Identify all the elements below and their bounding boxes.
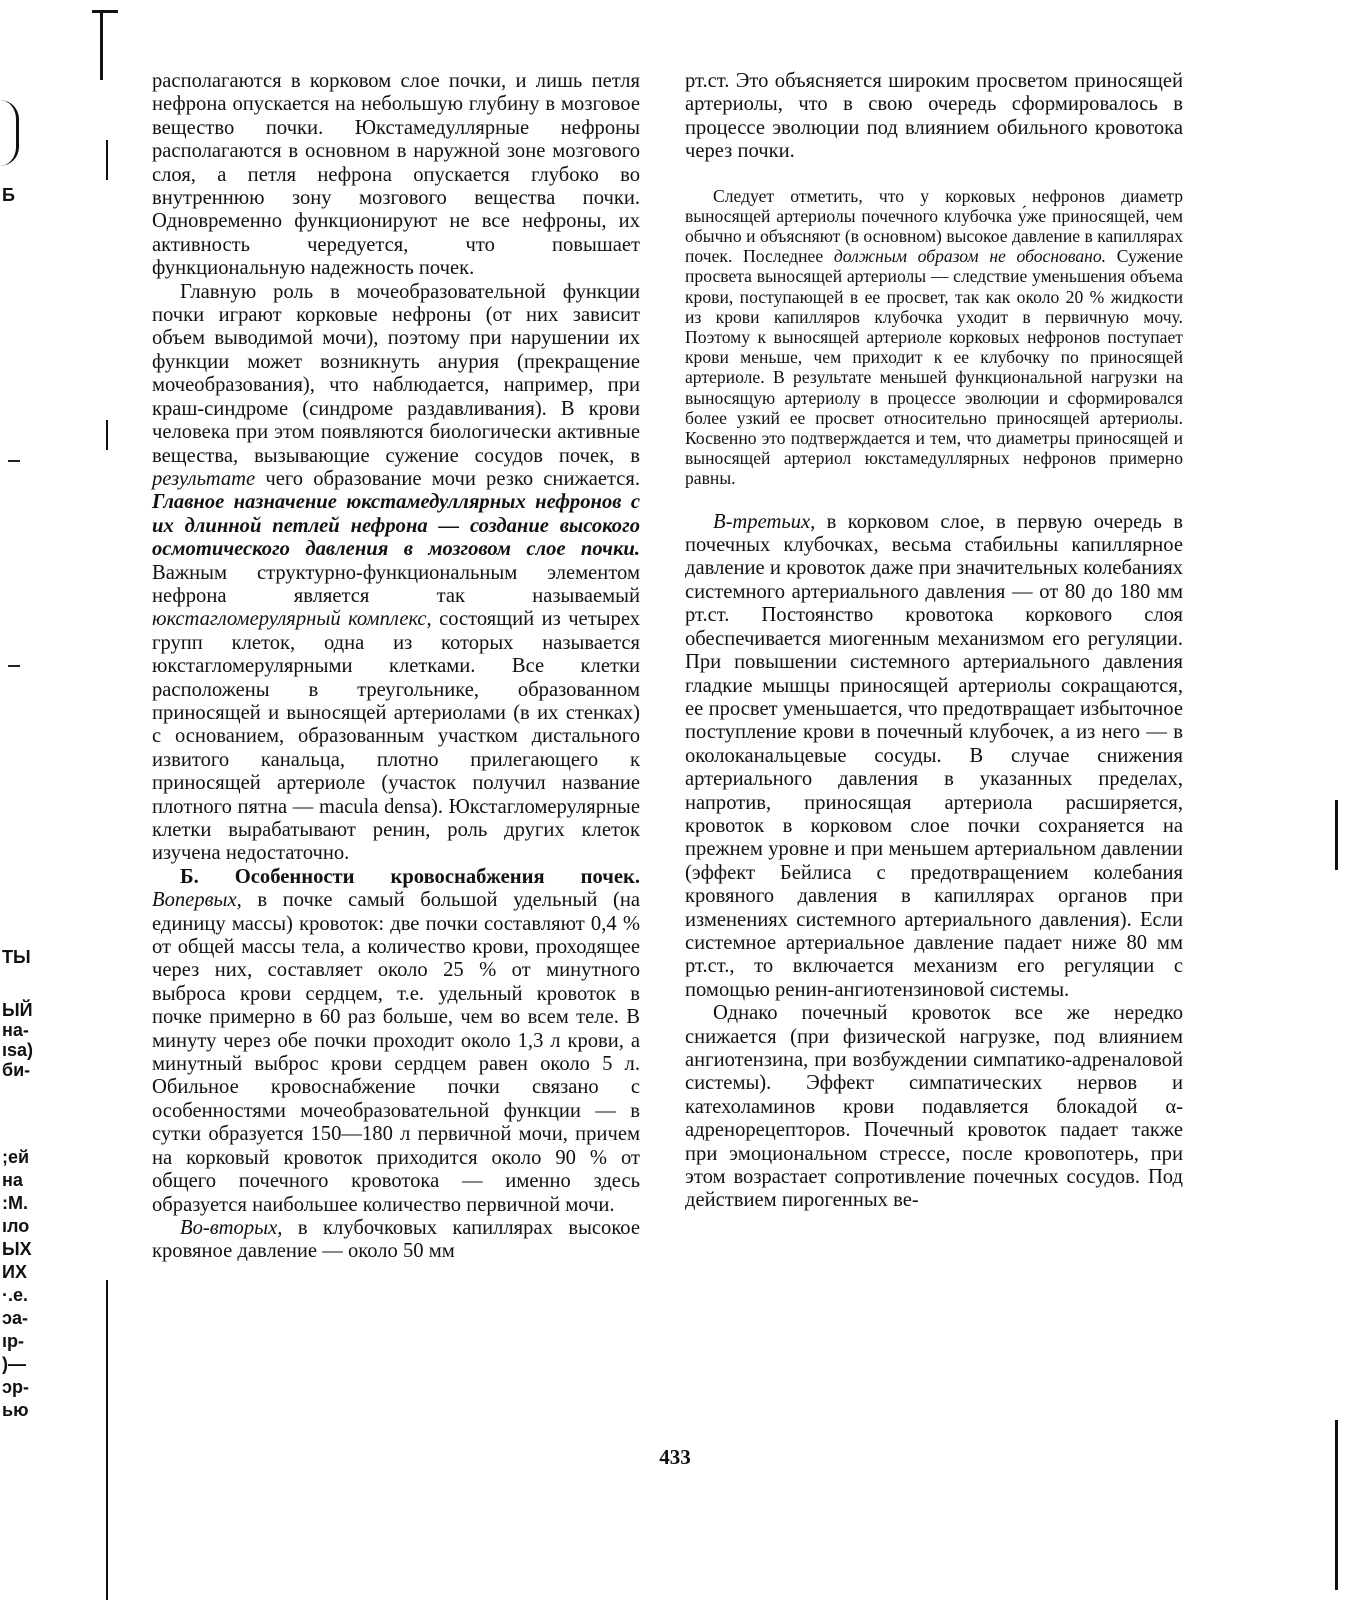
edge-fragment: би- [2,1060,31,1080]
italic-emphasis: В-третьих, [713,510,816,533]
paragraph-text: состоящий из четырех групп клеток, одна из которых называется юкстагломерулярными клетками. Все клетки расположены в треугольнике, образованном приносящей и выносящей артериолами (в их стенках) с основанием, образованным участком дистального извитого канальца, плотно прилегающего к приносящей артериоле (участок получил название плотного пятна — macula densa). Юкстагломерулярные клетки вырабатывают ренин, роль других клеток изучена недостаточно. [152,608,640,865]
paragraph-text: располагаются в корковом слое почки, и лишь петля нефрона опускается на небольшую глубину в мозговое вещество почки. Юкстамедуллярные нефроны располагаются в основном в наружной зоне мозгового слоя, а петля нефрона опускается глубоко во внутреннюю зону мозгового вещества почки. Одновременно функционируют не все нефроны, их активность чередуется, что повышает функциональную надежность почек. [152,70,640,280]
edge-fragment: ЫХ [2,1239,32,1259]
edge-fragment: Б [2,185,15,205]
left-text-column [152,70,640,1264]
edge-fragment: ·.е. [2,1285,29,1305]
edge-fragment: :М. [2,1193,28,1213]
italic-emphasis: результате [152,467,256,490]
edge-fragment: ;ей [2,1147,30,1167]
edge-fragment: ью [2,1400,29,1420]
page-number: 433 [659,1445,691,1469]
paragraph [152,70,640,281]
paragraph-text: в корковом слое, в первую очередь в почечных клубочках, весьма стабильны капиллярное давление и кровоток даже при значительных колебаниях системного артериального давления — от 80 до 180 мм рт.ст. Постоянство кровотока коркового слоя обеспечивается миогенным механизмом его регуляции. При повышении системного артериального давления гладкие мышцы приносящей артериолы сокращаются, ее просвет уменьшается, что предотвращает избыточное поступление крови в почечный клубочек, а из него — в околоканальцевые сосуды. В случае снижения артериального давления в указанных пределах, напротив, приносящая артериола расширяется, кровоток в корковом слое почки сохраняется на прежнем уровне и при меньшем артериальном давлении (эффект Бейлиса с предотвращением колебания кровяного давления в капиллярах органов при изменениях системного артериального давления). Если системное артериальное давление падает ниже 80 мм рт.ст., то включается механизм его регуляции с помощью ренин-ангиотензиновой системы. [685,510,1183,1001]
paragraph-text: в клубочковых капиллярах высокое кровяное давление — около 50 мм [152,1216,640,1263]
italic-emphasis: Вопервых, [152,889,242,912]
paragraph [152,1217,640,1264]
term-emphasis: юкстагломерулярный комплекс, [152,608,432,631]
section-heading: Б. Особенности кровоснабжения почек. [180,865,640,888]
paragraph-text: чего образование мочи резко снижается. [255,467,640,490]
section-paragraph [152,866,640,1217]
note-text: Сужение просвета выносящей артериолы — следствие уменьшения объема крови, поступающей в ее просвет, так как около 20 % жидкости из крови капилляров клубочка уходит в первичную мочу. Поэтому к выносящей артериоле корковых нефронов поступает крови меньше, чем приходит к ее клубочку по приносящей артериоле. В результате меньшей функциональной нагрузки на выносящую артериолу в процессе эволюции и сформировался более узкий ее просвет относительно приносящей артериолы. Косвенно это подтверждается и тем, что диаметры приносящей и выносящей артериол юкстамедуллярных нефронов примерно равны. [685,246,1184,489]
scan-edge-line [1335,800,1338,870]
previous-page-dash [8,665,20,667]
binding-line [106,1280,108,1600]
edge-fragment: на- [2,1020,29,1040]
edge-fragment: ıло [2,1216,30,1236]
edge-fragment: ısa) [2,1040,34,1060]
paragraph-text: Главную роль в мочеобразовательной функции почки играют корковые нефроны (от них зависит объем выводимой мочи), поэтому при нарушении их функции может возникнуть анурия (прекращение мочеобразования), что наблюдается, например, при краш-синдроме (синдроме раздавливания). В крови человека при этом появляются биологически активные вещества, вызывающие сужение сосудов почек, в [152,280,640,467]
edge-fragment: ИХ [2,1262,27,1282]
paragraph [685,511,1183,1003]
paragraph-text: в почке самый большой удельный (на единицу массы) кровоток: две почки составляют 0,4 % от общей массы тела, а количество крови, проходящее через них, составляет около 25 % от минутного выброса крови сердцем, т.е. удельный кровоток в почке примерно в 60 раз больше, чем во всем теле. В минуту через обе почки проходит около 1,3 л крови, а минутный выброс крови сердцем равен около 5 л. Обильное кровоснабжение почки связано с особенностями мочеобразовательной функции — в сутки образуется 150—180 л первичной мочи, причем на корковый кровоток приходится около 90 % от общего почечного кровотока — именно здесь образуется наибольшее количество первичной мочи. [152,889,640,1216]
italic-emphasis: должным образом не обосновано. [833,246,1107,267]
edge-fragment: ЫЙ [2,1000,33,1020]
binding-line [106,420,108,450]
edge-fragment: ТЫ [2,947,31,967]
note-text: Следует отметить, что у корковых нефронов диаметр выносящей артериолы почечного клубочка у́же приносящей, чем обычно и объясняют (в основном) высокое давление в капиллярах почек. Последнее [685,185,1183,267]
scan-edge-line [1335,1420,1338,1590]
italic-emphasis: Во-вторых, [180,1216,283,1239]
paragraph [152,281,640,866]
paragraph [685,70,1183,164]
paragraph-text: рт.ст. Это объясняется широким просветом приносящей артериолы, что в свою очередь сформировалось в процессе эволюции под влиянием обильного кровотока через почки. [685,70,1183,163]
binding-mark [92,10,118,13]
edge-fragment: )— [2,1354,26,1374]
previous-page-dash [8,460,20,462]
paragraph-text: Однако почечный кровоток все же нередко снижается (при физической нагрузке, под влиянием ангиотензина, при возбуждении симпатико-адреналовой системы). Эффект симпатических нервов и катехоламинов крови подавляется блокадой α-адренорецепторов. Почечный кровоток падает также при эмоциональном стрессе, после кровопотерь, при этом возрастает сопротивление почечных сосудов. Под действием пирогенных ве- [685,1002,1183,1212]
edge-fragment: ɔа- [2,1308,29,1328]
bold-italic-emphasis: Главное назначение юкстамедуллярных нефронов с их длинной петлей нефрона — создание высокого осмотического давления в мозговом слое почки. [152,491,640,561]
previous-page-bracket [0,100,19,166]
edge-fragment: ıр- [2,1331,24,1351]
small-print-note [685,186,1183,489]
binding-line [106,140,108,180]
right-text-column [685,70,1183,1213]
binding-line [100,10,103,80]
edge-fragment: ɔр- [2,1377,29,1397]
paragraph-text: Важным структурно-функциональным элементом нефрона является так называемый [152,561,640,607]
paragraph [685,1002,1183,1213]
edge-fragment: на [2,1170,23,1190]
